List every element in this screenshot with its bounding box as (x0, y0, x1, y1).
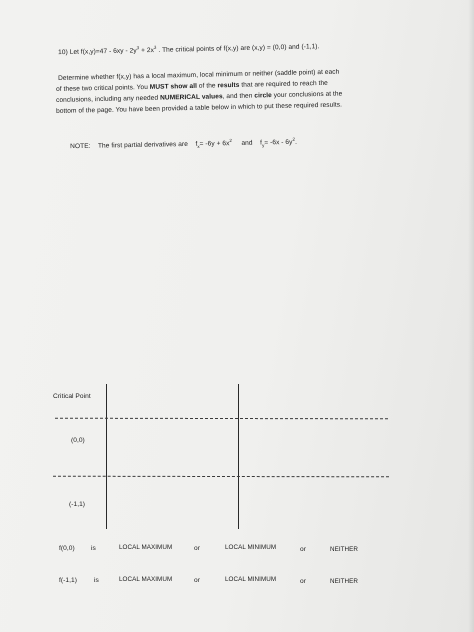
fy-expression: = -6x - 6y (264, 138, 293, 147)
derivatives-note (70, 137, 297, 152)
exponent: 3 (153, 44, 157, 50)
problem-text-a: 10) Let f(x,y)=47 - 6xy - 2y (58, 47, 137, 57)
instructions-line-1: Determine whether f(x,y) has a local maximum, local minimum or neither (saddle point) at each (58, 68, 340, 82)
conclusion-or: or (194, 577, 200, 584)
table-header-critical-point: Critical Point (53, 393, 91, 400)
table-horizontal-line-2 (53, 476, 389, 478)
instr-text: that are required to reach the (239, 79, 328, 89)
conclusion-point: f(-1,1) (59, 577, 77, 584)
option-neither[interactable]: NEITHER (330, 578, 358, 585)
fx-symbol: f (195, 140, 198, 148)
table-vertical-line-1 (106, 384, 107, 529)
instr-bold: MUST show all (149, 82, 198, 91)
problem-text-c: . The critical points of f(x,y) are (x,y) = (0,0) and (-1,1). (156, 43, 320, 54)
conclusion-or: or (194, 545, 200, 552)
option-local-minimum[interactable]: LOCAL MINIMUM (225, 544, 277, 551)
table-cell-point-1: (0,0) (71, 437, 85, 444)
instr-text: your conclusions at the (271, 90, 343, 100)
table-cell-point-2: (-1,1) (69, 501, 86, 508)
note-label: NOTE: (70, 142, 91, 151)
option-local-maximum[interactable]: LOCAL MAXIMUM (119, 576, 173, 583)
note-text: The first partial derivatives are (97, 140, 188, 150)
conclusion-is: is (91, 545, 96, 552)
option-neither[interactable]: NEITHER (330, 546, 358, 553)
page-edge-shadow (468, 0, 474, 632)
fx-expression: = -6y + 6x (199, 140, 230, 148)
instr-bold: circle (254, 92, 272, 100)
subscript: x (197, 144, 200, 150)
note-and: and (241, 139, 253, 147)
fy-symbol: f (260, 139, 263, 147)
problem-statement (58, 41, 319, 56)
option-local-maximum[interactable]: LOCAL MAXIMUM (119, 544, 173, 551)
subscript: y (261, 142, 265, 148)
option-local-minimum[interactable]: LOCAL MINIMUM (225, 576, 277, 583)
instr-text: , and then (222, 92, 255, 101)
table-horizontal-line-1 (55, 418, 388, 420)
problem-text-b: + 2x (139, 47, 155, 55)
conclusion-or: or (300, 578, 306, 585)
instr-text: of these two critical points. You (56, 83, 150, 93)
conclusion-is: is (94, 577, 99, 584)
instructions-line-4: bottom of the page. You have been provided a table below in which to put these required results. (56, 101, 343, 115)
exponent: 3 (136, 45, 140, 51)
exponent: 2 (229, 137, 232, 143)
instr-text: conclusions, including any needed (56, 94, 161, 104)
conclusion-or: or (300, 546, 306, 553)
instr-text: of the (196, 82, 218, 90)
table-vertical-line-2 (238, 384, 239, 529)
instr-bold: results (217, 81, 240, 90)
exponent: 2 (292, 136, 296, 142)
note-period: . (294, 138, 297, 146)
instr-bold: NUMERICAL values (159, 93, 223, 102)
conclusion-point: f(0,0) (59, 545, 75, 552)
